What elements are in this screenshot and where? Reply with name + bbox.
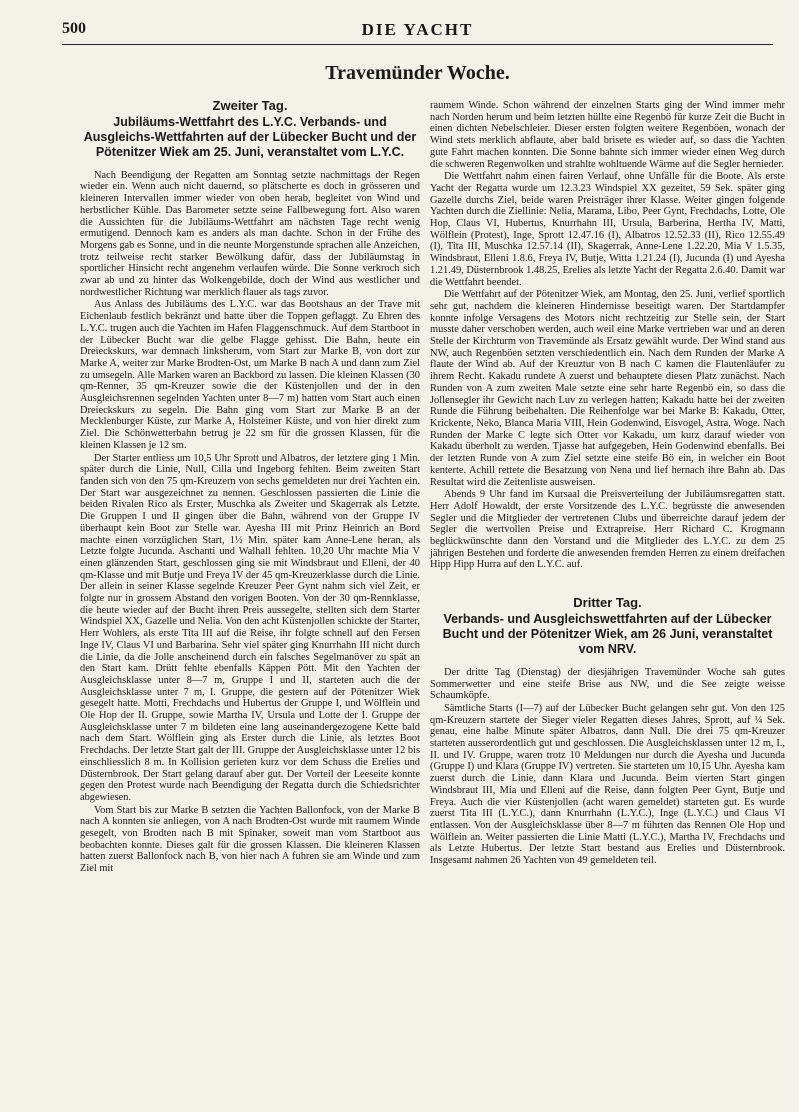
left-column	[80, 100, 420, 876]
body-paragraph: raumem Winde. Schon während der einzelnen Starts ging der Wind immer mehr nach Norden herum und beim letzten hüllte eine Regenbö für kurze Zeit die Bucht in einen dichten Nebelschleier. Dieser ersten folgten weitere Regenböen, wonach der Wind stets merklich abflaute, aber bald brisete es wieder auf, so dass die Yachten gute Fahrt machen konnten. Die Sonne bahnte sich immer wieder einen Weg durch die schweren Regenwolken und strahlte wohltuende Wärme auf die Segler hernieder.	[430, 100, 785, 170]
header-rule	[62, 44, 773, 45]
body-paragraph: Die Wettfahrt auf der Pötenitzer Wiek, am Montag, den 25. Juni, verlief sportlich sehr gut, nachdem die kleineren Hindernisse beseitigt waren. Der Startdampfer konnte infolge Versagens des Motors nicht rechtzeitig zur Stelle sein, der Start musste daher verschoben werden, auch weil eine Marke vertrieben war und an deren Stelle der Kirchturm von Travemünde als Ersatz gewählt wurde. Der Wind stand aus NW, auch Regenböen setzten verschiedentlich ein. Nach dem Runden der Marke A flaute der Wind ab. Auf der Kreuztur von B nach C kamen die Flautenläufer zu ihrem Recht. Kakadu rundete A zuerst und behauptete diesen Platz zunächst. Nach Runden von A zum zweiten Male setzte eine sehr harte Regenbö ein, so dass die Jollensegler ihr Gewicht nach Luv zu verlegen hatten; Kakadu hatte bei der zweiten Runde die Führung beibehalten. Die Reihenfolge war bei Marke B: Kakadu, Otter, Krickente, Neko, Blanca Maria VIII, Hein Godenwind, Eisvogel, Astra, Woge. Nach Runden der Marke C legte sich Otter vor Kakadu, um kurz darauf wieder von Kakadu überholt zu werden. Tjasse hat aufgegeben, Hein Godenwind ebenfalls. Bei der letzten Runde von A zum Ziel setzte eine steife Bö ein, in welcher ein Boot kenterte. Achill rettete die Besatzung von Nena und lief hernach ihre Bahn ab. Das Resultat wird die Zeitenliste ausweisen.	[430, 289, 785, 488]
day3-label: Dritter Tag.	[573, 595, 642, 611]
body-paragraph: Vom Start bis zur Marke B setzten die Yachten Ballonfock, von der Marke B nach A konnten sie anliegen, von A nach Brodten-Ost wurde mit raumem Winde gesegelt, von Brodten nach B mit Spinaker, soweit man vom Startboot aus beobachten konnte. Dieses galt für die grossen Klassen. Die kleineren Klassen hatten zuerst Ballonfock nach B, von hier nach A fuhren sie am Winde und zum Ziel mit	[80, 804, 420, 875]
day3-subtitle: Verbands- und Ausgleichswettfahrten auf der Lübecker Bucht und der Pötenitzer Wiek, am 26 Juni, veranstaltet vom NRV.	[442, 611, 773, 656]
article-title: Travemünder Woche.	[325, 62, 510, 84]
page-header	[62, 20, 773, 42]
body-paragraph: Der Starter entliess um 10,5 Uhr Sprott und Albatros, der letztere ging 1 Min. später durch die Linie, Null, Cilla und Ingeborg fehlten. Beim zweiten Start fanden sich von den 75 qm-Kreuzern von sechs gemeldeten nur drei Yachten ein. Der Start war ausgezeichnet zu nennen. Geschlossen passierten die Linie die beiden Rivalen Rico als Erster, Muschka als Zweiter und Skagerrak als Letzte. Die Gruppen I und II gingen über die Bahn, während von der Gruppe IV überhaupt kein Boot zur Stelle war. Ayesha III mit Prinz Heinrich an Bord machte einen vorzüglichen Start, 1½ Min. später kam Anne-Lene heran, als Letzte folgte Jucunda. Aschanti und Walhall fehlten. 10,20 Uhr machte Mia V einen glänzenden Start, geschlossen ging sie mit Windsbraut und Elleni, der 40 qm-Klasse und mit Butje und Freya IV der 45 qm-Kreuzerklasse durch die Linie. Der allein in seiner Klasse segelnde Kreuzer Peer Gynt nahm sich viel Zeit, er folgte nur in grossem Abstand den vorigen Booten. Von der 30 qm-Rennklasse, die heute wieder auf der Bucht ihren Preis aussegelte, stellten sich dem Starter Windspiel XX, Gazelle und Nelia. Von den acht Küstenjollen schickte der Starter, Herr Wohlers, als erste Tita III auf die Reise, ihr folgte schnell auf den Fersen Inge IV, Claus VI und Barbarina. Sehr viel später ging Knurrhahn III nicht durch die Linie, da die Jolle anscheinend durch ein falsches Segelmanöver zu spät an den Start kam. Drütt fehlte ebenfalls Käppen Pött. Mit den Yachten der Ausgleichsklasse unter 8—7 m, Gruppe I und II, starteten auch die der Ausgleichsklasse unter 7 m, I. Gruppe, die gestern auf der Pötenitzer Wiek gesegelt hatte. Motti, Frechdachs und Hubertus der Gruppe I, und Wölflein und Ole Hop der II. Gruppe, sowie Martha IV, Ursula und Lotte der I. Gruppe der Ausgleichsklasse unter 7 m bildeten eine lang auseinandergezogene Kette bald nach dem Start. Wölflein ging als Erster durch die Linie, als letztes Boot Frechdachs. Der letzte Start galt der III. Gruppe der Ausgleichsklasse unter 12 bis einschliesslich 8 m. In Kollision gerieten kurz vor dem Schuss die Erelies und Düsternbrook. Der Start gelang darauf aber gut. Der Vorteil der Leeseite konnte gegen den Protest wurde nach Beendigung der Regatta durch die Schiedsrichter abgewiesen.	[80, 452, 420, 803]
body-paragraph: Die Wettfahrt nahm einen fairen Verlauf, ohne Unfälle für die Boote. Als erste Yacht der Regatta wurde um 12.3.23 Windspiel XX gezeitet, 59 Sek. später ging Gazelle durchs Ziel, beide waren Preisträger ihrer Klasse. Weiter gingen folgende Yachten durch die Ziellinie: Nelia, Marama, Libo, Peer Gynt, Frechdachs, Lotte, Ole Hop, Claus VI, Hubertus, Knurrhahn III, Ursula, Barberina, Hertha IV, Matti, Wölflein (Protest), Inge, Sprott 12.47.16 (I), Albatros 12.52.33 (II), Rico 12.55.49 (I), Tita III, Muschka 12.57.14 (II), Skagerrak, Anne-Lene 1.22.20, Mia V 1.5.35, Windsbraut, Elleni 1.8.6, Freya IV, Butje, Witta 1.21.24 (I), Jucunda (I) und Ayesha 1.21.49, Düsternbrook 1.48.25, Erelies als letzte Yacht der Regatta 2.6.40. Damit war die Wettfahrt beendet.	[430, 171, 785, 288]
body-paragraph: Sämtliche Starts (I—7) auf der Lübecker Bucht gelangen sehr gut. Von den 125 qm-Kreuzern startete der Sieger vieler Regatten dieses Jahres, Sprott, auf ¼ Sek. genau, eine halbe Minute später Albatros, dann Null. Die drei 75 qm-Kreuzer starteten ausserordentlich gut und geschlossen. Die Ausgleichsklassen unter 12 m, I., II. und IV. Gruppe, waren trotz 10 Meldungen nur durch die Ayesha und Jucunda (Gruppe I) und Klara (Gruppe IV) vertreten. Sie starteten um 10,15 Uhr. Ayesha kam zuerst durch die Linie, dann Klara und Jucunda. Beim vierten Start gingen Windsbraut III, Mia und Elleni auf die Reise, dann folgten Peer Gynt, Butje und Freya. Auch die vier Küstenjollen (acht waren gemeldet) starteten gut. Es wurde zuerst Tita III (L.Y.C.), dann Knurrhahn (L.Y.C.), Inge (L.Y.C.) und Claus VI entlassen. Von der Ausgleichsklasse über 8—7 m führten das Rennen Ole Hop und Wölflein an. Weiter passierten die Linie Matti (L.Y.C.), Martha IV, Frechdachs und als Letzte Hubertus. Der letzte Start bestand aus Erelies und Düsternbrook. Insgesamt nahmen 26 Yachten von 49 gemeldeten teil.	[430, 702, 785, 867]
body-paragraph: Abends 9 Uhr fand im Kursaal die Preisverteilung der Jubiläumsregatten statt. Herr Adolf Howaldt, der erste Vorsitzende des L.Y.C. begrüsste die anwesenden Segler und die Mitglieder der vertretenen Clubs und überreichte darauf jedem der Segler die wertvollen Preise und Extrapreise. Herr Richard C. Krogmann beglückwünschte dann den Vorstand und die Mitglieder des L.Y.C. zu dem 25 jährigen Bestehen und forderte die anwesenden fremden Herren zu einem dreifachen Hipp Hipp Hurra auf den L.Y.C. auf.	[430, 489, 785, 571]
right-column	[430, 100, 785, 868]
body-paragraph: Aus Anlass des Jubiläums des L.Y.C. war das Bootshaus an der Trave mit Eichenlaub festlich bekränzt und hatte über die Toppen geflaggt. Zu Ehren des L.Y.C. trugen auch die Yachten im Hafen Flaggenschmuck. Auf dem Startboot in der Lübecker Bucht war die gelbe Flagge gehisst. Die Bahn, heute ein Dreieckskurs, war demnach linksherum, vom Start zur Marke B, von dort zur Marke A, weiter zur Marke Brodten-Ost, um Marke B nach A und dann zum Ziel zu umsegeln. Alle Marken waren an Backbord zu lassen. Die kleinen Klassen (30 qm-Renner, 35 qm-Kreuzer sowie die der Küstenjollen und der in den Ausgleichsrennen segelnden Yachten unter 8—7 m) hatten vom Start auch einen Dreieckskurs zu segeln. Die Bahn ging vom Start zur Marke B an der Mecklenburger Küste, zur Marke A, Holsteiner Küste, und von hier direkt zum Ziel. Die Schönwetterbahn betrug je 22 sm für die grossen Klassen, für die kleinen Klassen je 12 sm.	[80, 299, 420, 451]
body-paragraph: Nach Beendigung der Regatten am Sonntag setzte nachmittags der Regen wieder ein. Wenn auch nicht dauernd, so plätscherte es doch in grösseren und kleineren Intervallen immer wieder von oben herab, begleitet von Wind und herbstlicher Kühle. Das Barometer setzte seine Fallbewegung fort. Also waren die Aussichten für die Jubiläums-Wettfahrt am nächsten Tage recht wenig ermutigend. Dennoch kam es anders als man dachte. Schon in der Frühe des Morgens gab es Sonne, und in die neunte Morgenstunde sprachen alle Anzeichen, trotz teilweise recht starker Bewölkung dafür, dass der Jubiläumstag in sportlicher Hinsicht recht angenehm verlaufen würde. Die Sonne verkroch sich zwar ab und zu hinter das Wolkengebilde, doch der Wind aus westlicher und nordwestlicher Richtung war merklich flauer als tags zuvor.	[80, 169, 420, 298]
body-paragraph: Der dritte Tag (Dienstag) der diesjährigen Travemünder Woche sah gutes Sommerwetter und eine steife Brise aus NW, und die See zeigte weisse Schaumköpfe.	[430, 666, 785, 702]
day2-subtitle: Jubiläums-Wettfahrt des L.Y.C. Verbands- und Ausgleichs-Wettfahrten auf der Lübecker Bucht und der Pötenitzer Wiek am 25. Juni, veranstaltet vom L.Y.C.	[83, 114, 417, 159]
page-number: 500	[62, 20, 86, 37]
running-title: DIE YACHT	[361, 20, 474, 39]
day2-label: Zweiter Tag.	[212, 98, 288, 113]
